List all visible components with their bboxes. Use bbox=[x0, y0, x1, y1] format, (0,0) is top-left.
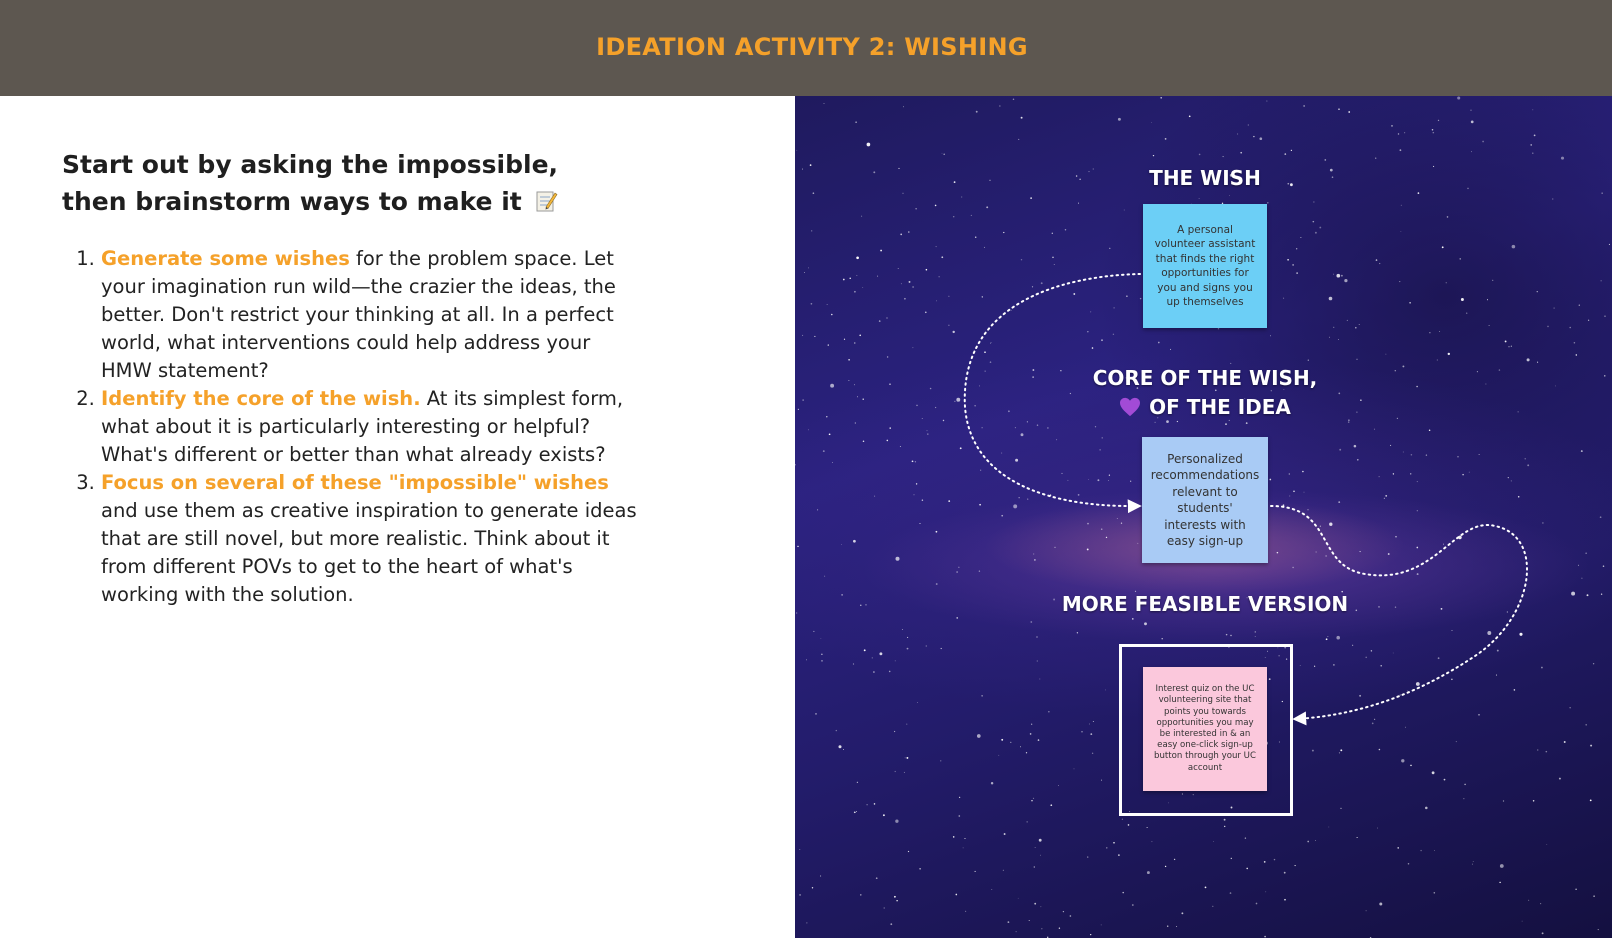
step-text: for the problem space. Let your imagination run wild—the crazier the ideas, the better. Don't restrict your thinking at all. In a perfect world, what interventions could help address your HMW statement? bbox=[101, 247, 616, 382]
step-highlight: Generate some wishes bbox=[101, 247, 350, 270]
core-label-line2: OF THE IDEA bbox=[1149, 395, 1291, 419]
headline-text: Start out by asking the impossible, then brainstorm ways to make it bbox=[62, 150, 559, 216]
step-highlight: Focus on several of these "impossible" wishes bbox=[101, 471, 609, 494]
core-label-line1: CORE OF THE WISH, bbox=[1092, 366, 1318, 390]
instructions-panel bbox=[0, 96, 795, 938]
instructions-headline bbox=[62, 146, 622, 223]
core-to-feasible-arrow bbox=[1271, 506, 1527, 719]
list-item bbox=[101, 245, 646, 385]
feasible-note-text: Interest quiz on the UC volunteering site that points you towards opportunities you may be interested in & an easy one-click sign-up button through your UC account bbox=[1154, 684, 1256, 773]
steps-list bbox=[62, 245, 646, 609]
step-text: and use them as creative inspiration to generate ideas that are still novel, but more realistic. Think about it from different POVs to get to the heart of what's working with the solution. bbox=[101, 499, 637, 606]
step-highlight: Identify the core of the wish. bbox=[101, 387, 421, 410]
header-bar bbox=[0, 0, 1612, 96]
list-item bbox=[101, 469, 646, 609]
connector-arrows bbox=[795, 96, 1612, 938]
wish-to-core-arrow bbox=[965, 274, 1140, 506]
core-note-text: Personalized recommendations relevant to students' interests with easy sign-up bbox=[1150, 451, 1260, 548]
wish-label: THE WISH bbox=[1149, 166, 1261, 190]
memo-icon bbox=[536, 186, 558, 223]
feasible-label: MORE FEASIBLE VERSION bbox=[1061, 592, 1349, 616]
page-title: IDEATION ACTIVITY 2: WISHING bbox=[596, 33, 1028, 61]
wish-note-text: A personal volunteer assistant that finds the right opportunities for you and signs you up themselves bbox=[1154, 223, 1256, 308]
step-text: At its simplest form, what about it is particularly interesting or helpful? What's different or better than what already exists? bbox=[101, 387, 624, 466]
wish-board bbox=[795, 96, 1612, 938]
list-item bbox=[101, 385, 646, 469]
